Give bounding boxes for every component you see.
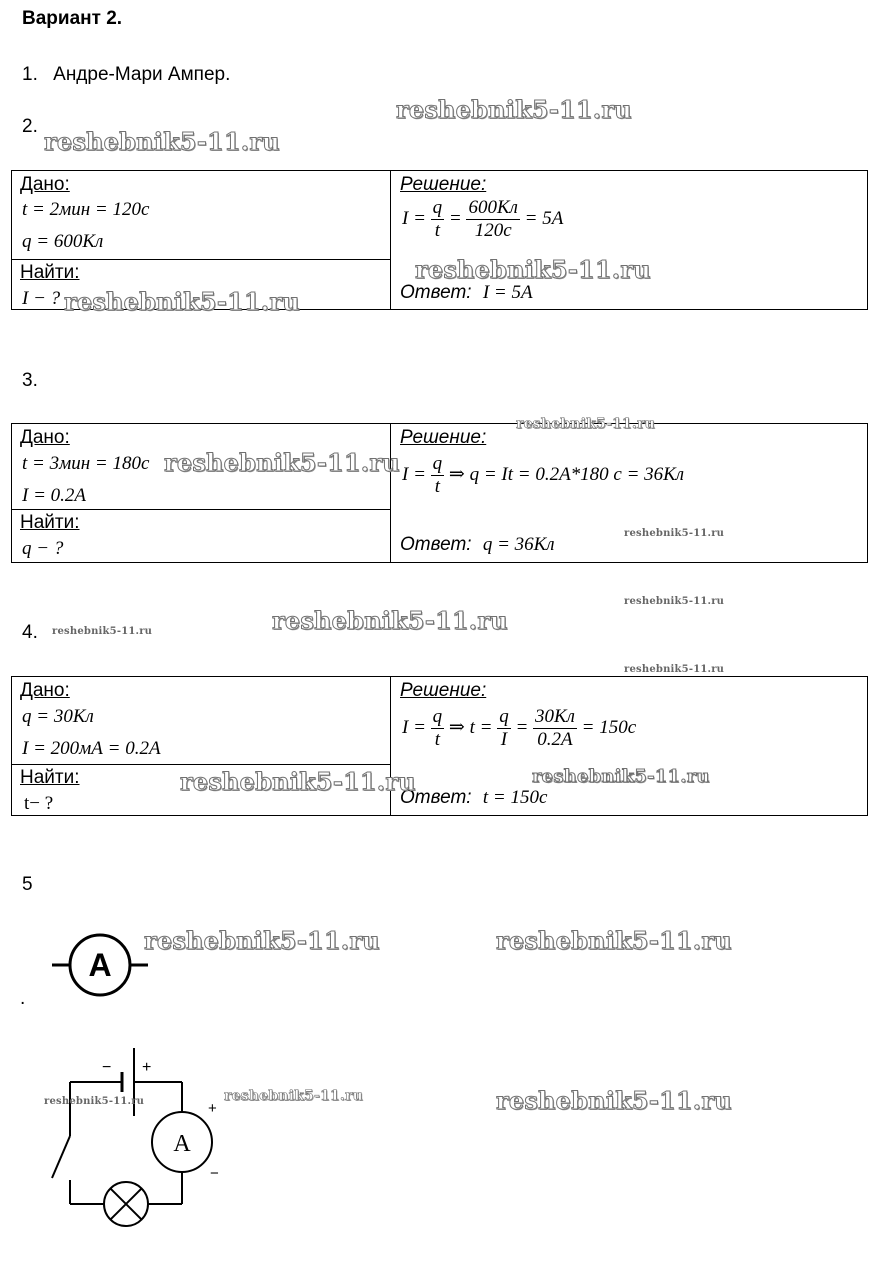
ammeter-symbol [50, 930, 150, 1002]
watermark: reshebnik5-11.ru [496, 926, 732, 955]
watermark: reshebnik5-11.ru [164, 448, 400, 477]
find-value: I − ? [22, 288, 61, 309]
watermark: reshebnik5-11.ru [624, 664, 725, 675]
watermark: reshebnik5-11.ru [496, 1086, 732, 1115]
watermark: reshebnik5-11.ru [224, 1088, 363, 1104]
item-3-number: 3. [22, 370, 38, 391]
answer: Ответ: I = 5A [400, 282, 533, 303]
given-value: t = 3мин = 180с [22, 453, 150, 474]
page-title: Вариант 2. [22, 8, 123, 29]
task-3-table [11, 423, 868, 563]
ammeter-letter: A [88, 947, 112, 983]
given-value: t = 2мин = 120с [22, 199, 150, 220]
ammeter-minus-sign: − [210, 1165, 219, 1182]
watermark: reshebnik5-11.ru [180, 767, 416, 796]
given-label: Дано: [20, 174, 70, 195]
find-value: t− ? [24, 793, 54, 814]
find-value: q − ? [22, 538, 64, 559]
item-1-text: Андре-Мари Ампер. [53, 64, 231, 85]
watermark: reshebnik5-11.ru [624, 528, 725, 539]
watermark: reshebnik5-11.ru [624, 596, 725, 607]
watermark: reshebnik5-11.ru [44, 1096, 145, 1107]
circuit-ammeter-letter: A [173, 1131, 191, 1157]
solution-label: Решение: [400, 680, 487, 701]
circuit-diagram [40, 1040, 240, 1230]
solution-formula: I = $\frac{q}{t}$ = $\frac{600Кл}{120с}$ = 5A [402, 197, 564, 241]
answer: Ответ: t = 150с [400, 787, 548, 808]
battery-minus-sign: − [102, 1059, 112, 1076]
solution-formula: I = $\frac{q}{t}$ ⇒ q = It = 0.2A*180 с = 36Кл [402, 453, 685, 497]
ammeter-plus-sign: + [208, 1100, 217, 1117]
watermark: reshebnik5-11.ru [415, 255, 651, 284]
watermark: reshebnik5-11.ru [272, 606, 508, 635]
given-value: I = 200мА = 0.2A [22, 738, 161, 759]
watermark: reshebnik5-11.ru [516, 416, 655, 432]
item-4-number: 4. [22, 622, 38, 643]
item-5-number: 5 [22, 874, 33, 895]
item-1-number: 1. [22, 64, 38, 85]
switch-lever [52, 1136, 70, 1178]
watermark: reshebnik5-11.ru [52, 626, 153, 637]
given-value: q = 30Кл [22, 706, 94, 727]
given-label: Дано: [20, 680, 70, 701]
item-2-number: 2. [22, 116, 38, 137]
solution-formula: I = $\frac{q}{t}$ ⇒ t = $\frac{q}{I}$ = $\frac{30Кл}{0.2A}$ = 150с [402, 706, 637, 750]
find-label: Найти: [20, 512, 80, 533]
given-value: q = 600Кл [22, 231, 104, 252]
solution-label: Решение: [400, 427, 487, 448]
watermark: reshebnik5-11.ru [44, 127, 280, 156]
given-label: Дано: [20, 427, 70, 448]
watermark: reshebnik5-11.ru [64, 287, 300, 316]
item-5-dot: . [20, 988, 26, 1009]
find-label: Найти: [20, 767, 80, 788]
item-1 [22, 64, 230, 86]
solution-label: Решение: [400, 174, 487, 195]
battery-plus-sign: + [142, 1059, 152, 1076]
answer: Ответ: q = 36Кл [400, 534, 555, 555]
watermark: reshebnik5-11.ru [532, 766, 710, 787]
find-label: Найти: [20, 262, 80, 283]
watermark: reshebnik5-11.ru [396, 95, 632, 124]
watermark: reshebnik5-11.ru [144, 926, 380, 955]
given-value: I = 0.2A [22, 485, 87, 506]
task-4-table [11, 676, 868, 816]
